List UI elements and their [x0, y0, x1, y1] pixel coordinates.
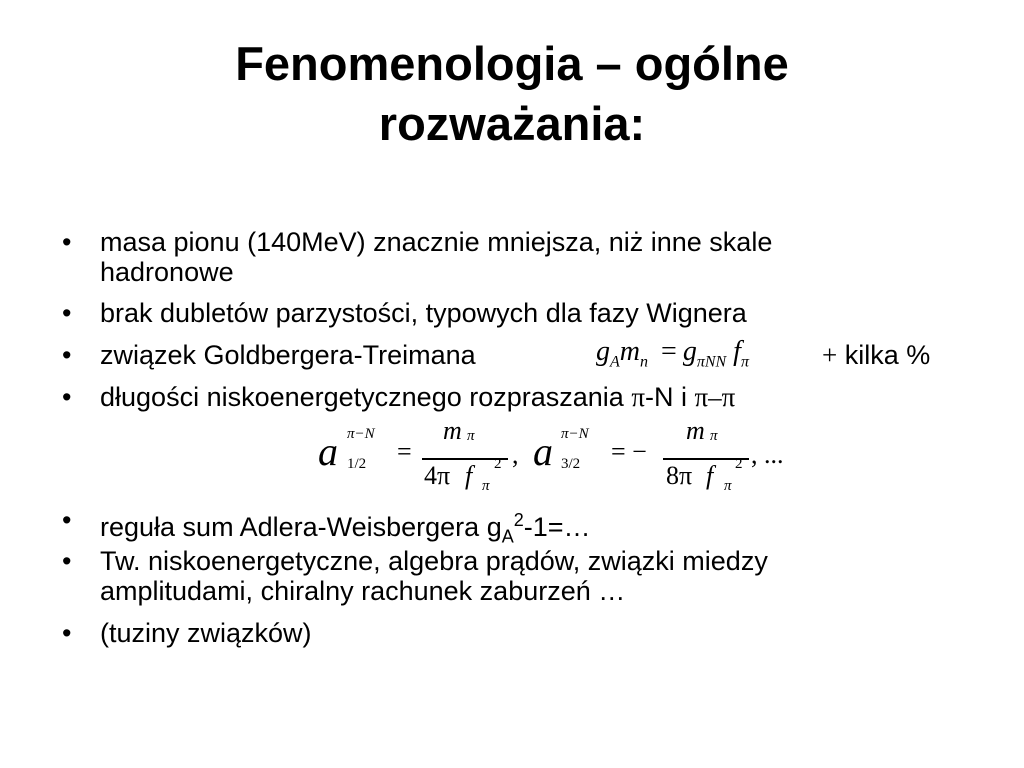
bullet-marker: • — [62, 618, 72, 648]
bullet-text: hadronowe — [100, 257, 234, 287]
bullet-marker: • — [62, 227, 72, 257]
bullet-text: reguła sum Adlera-Weisbergera g — [100, 512, 502, 542]
bullet-text: (tuziny związków) — [100, 618, 312, 648]
bullet-list: • masa pionu (140MeV) znacznie mniejsza, niż inne skale hadronowe • brak dubletów parzystości, typowych dla fazy Wignera • związek Goldbergera-Treimana $g_Am_n = g_{\pi NN}$ $f_\pi$ + kilka % • długości niskoenergetycznego rozpraszania π-N i π–π a π−N 1/2 = m π 4π f π 2 , a π−N 3/2 = − m π 8π f π 2 , ... • reguła sum Adlera-Weisbergera $g_A^2-1=\dots$ • Tw. niskoenergetyczne, algebra prądów, związki miedzy amplitudami, chiralny rachunek zaburzeń … • (tuziny związków) — [62, 227, 931, 648]
bullet-text: związek Goldbergera-Treimana — [100, 340, 476, 370]
bullet-marker: • — [62, 340, 72, 370]
goldberger-treiman-formula: $g_Am_n = g_{\pi NN}$ $f_\pi$ — [596, 336, 749, 371]
bullet-text: masa pionu (140MeV) znacznie mniejsza, niż inne skale — [100, 227, 773, 257]
bullet-marker: • — [62, 505, 72, 535]
bullet-text: długości niskoenergetycznego rozpraszania — [100, 382, 624, 412]
title-line-1: Fenomenologia – ogólne — [235, 37, 789, 90]
bullet-marker: • — [62, 382, 72, 412]
title-line-2: rozważania: — [378, 97, 646, 150]
bullet-marker: • — [62, 298, 72, 328]
bullet-text: brak dubletów parzystości, typowych dla fazy Wignera — [100, 298, 747, 328]
gt-suffix: + kilka % — [822, 340, 931, 370]
bullet-text: Tw. niskoenergetyczne, algebra prądów, związki miedzy — [100, 546, 768, 576]
bullet-marker: • — [62, 546, 72, 576]
bullet-text: amplitudami, chiralny rachunek zaburzeń … — [100, 576, 626, 606]
